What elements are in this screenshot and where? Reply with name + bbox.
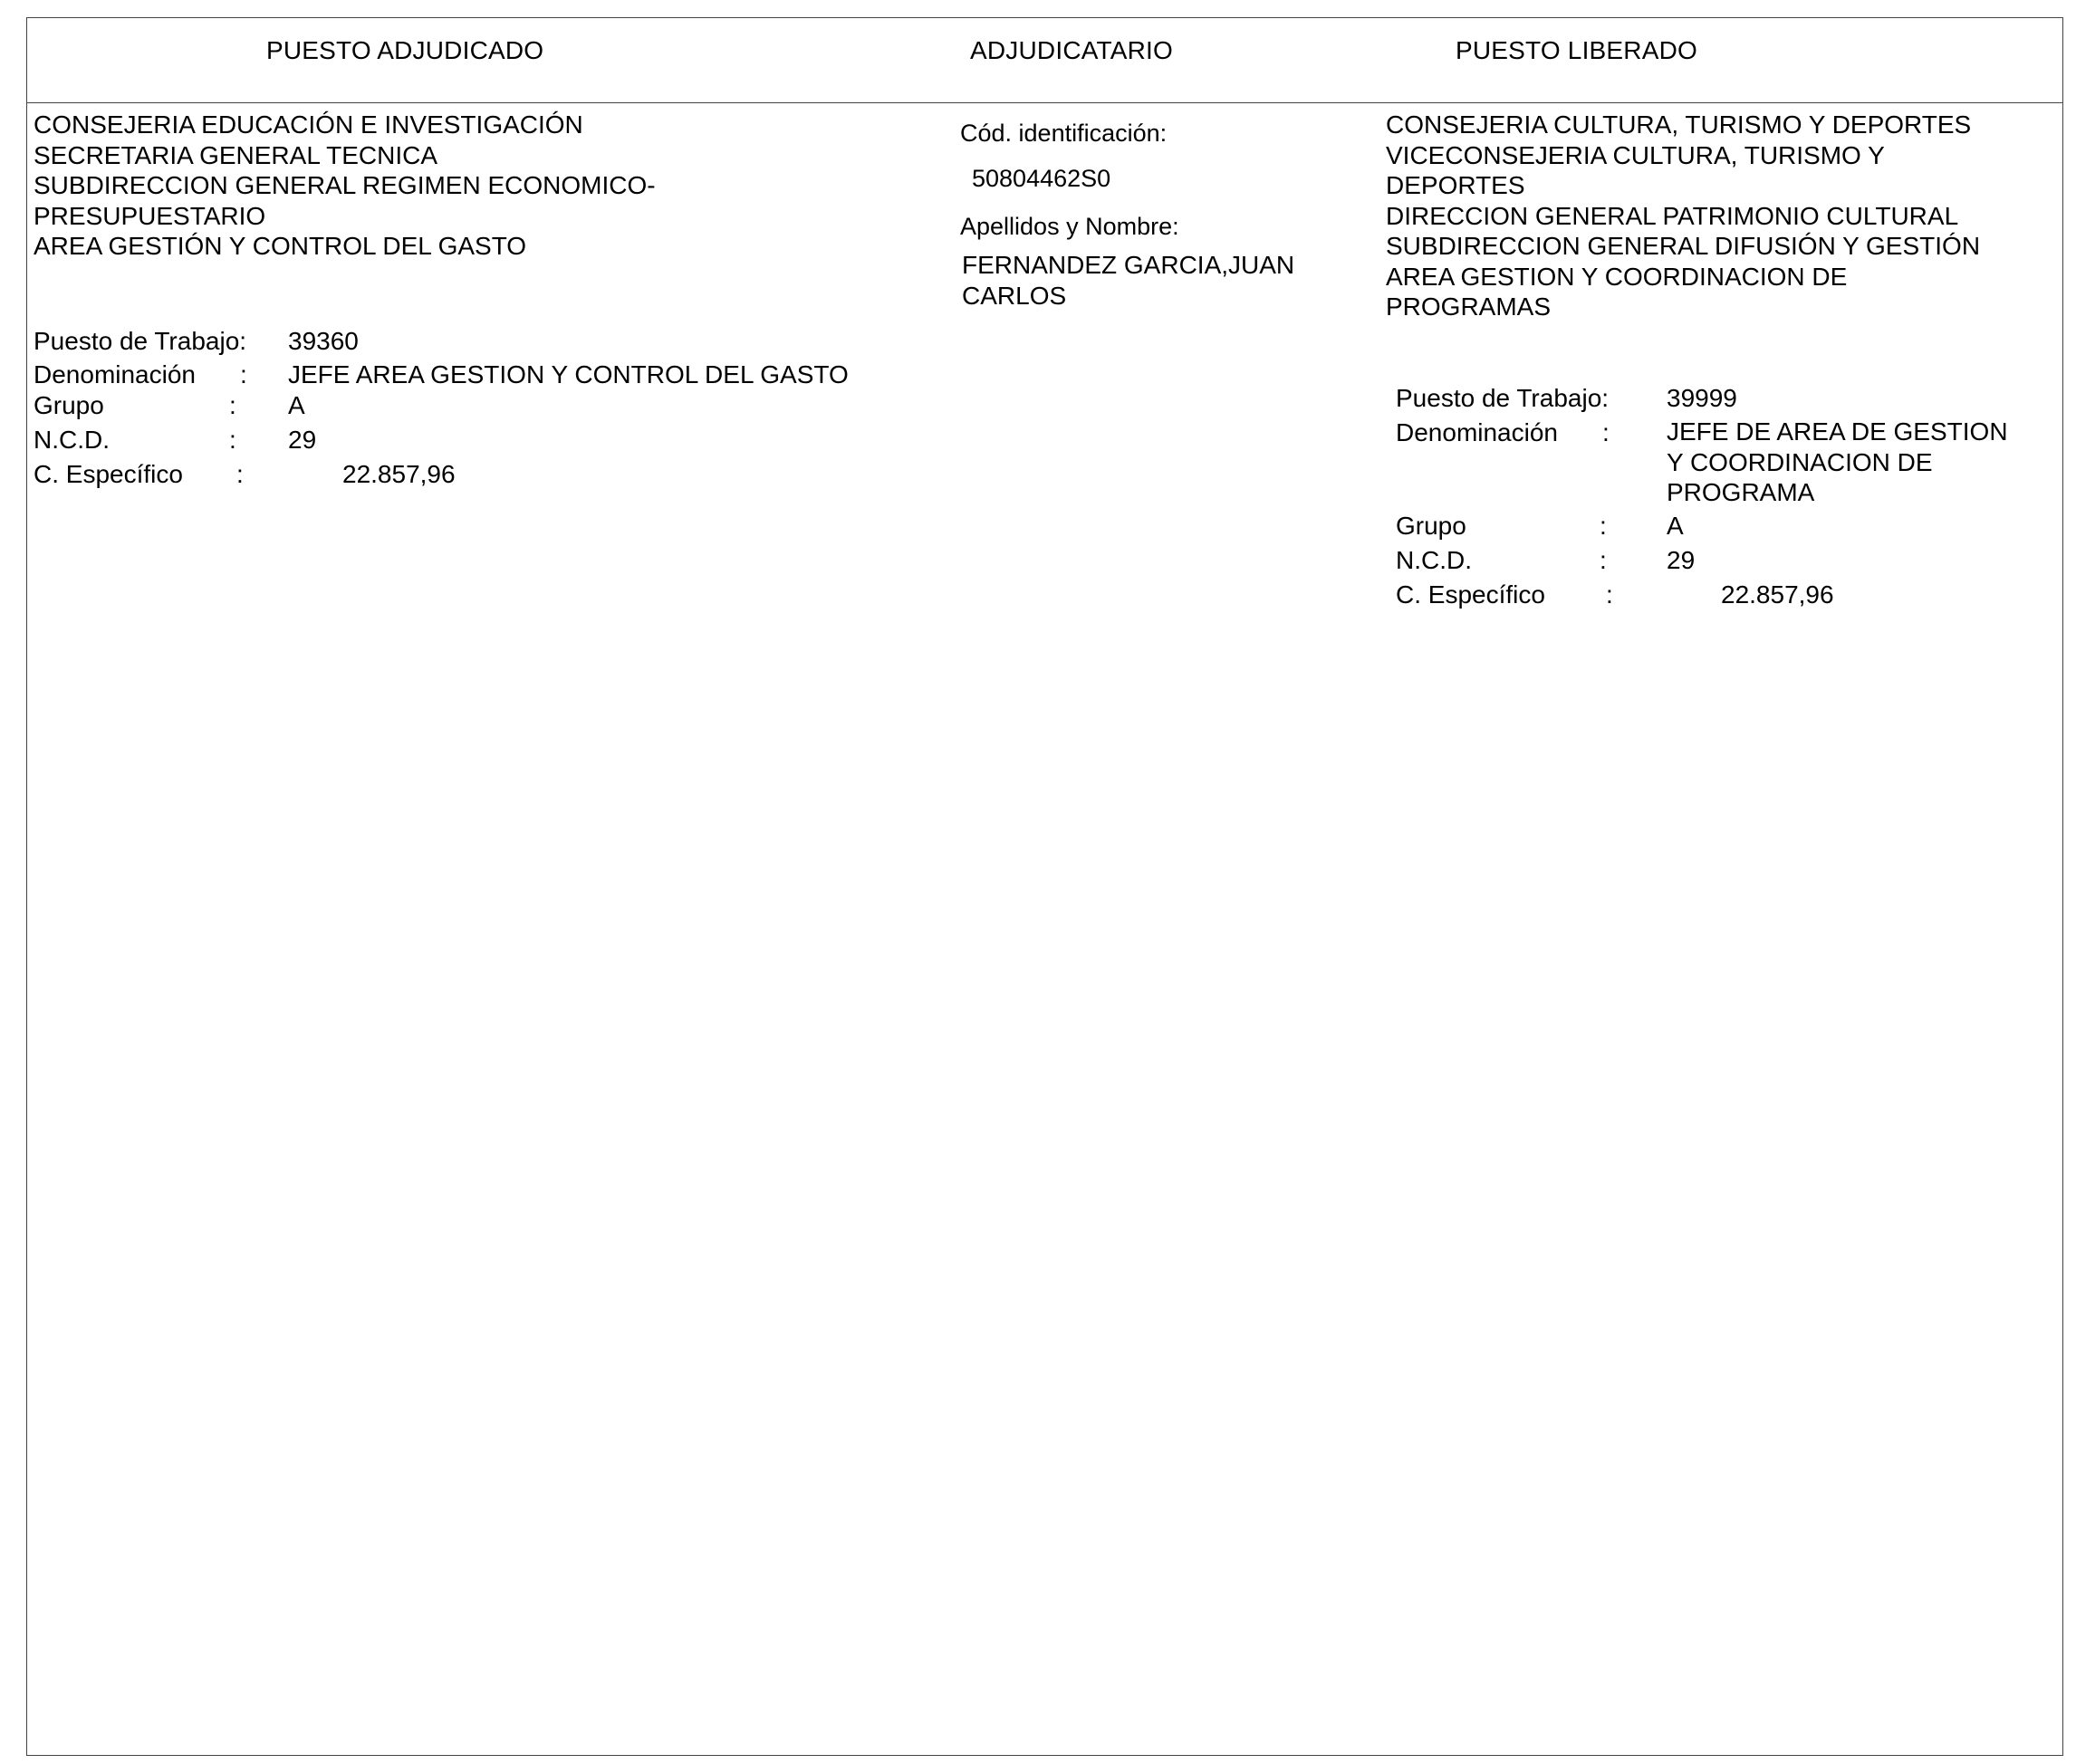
org-line: CONSEJERIA EDUCACIÓN E INVESTIGACIÓN [34,110,583,139]
org-line: SECRETARIA GENERAL TECNICA [34,140,438,169]
adjudicado-grupo-label: Grupo [34,391,104,419]
adjudicado-denominacion-value: JEFE AREA GESTION Y CONTROL DEL GASTO [288,360,849,388]
adjudicado-org-block [34,110,656,262]
liberado-especifico-value: 22.857,96 [1721,580,1834,609]
cod-identificacion-label: Cód. identificación: [960,120,1168,147]
adjudicado-denominacion-label: Denominación [34,360,196,388]
apellidos-nombre-label: Apellidos y Nombre: [960,213,1179,240]
liberado-org-block [1386,110,1980,322]
liberado-grupo-value: A [1667,512,1684,540]
header-adjudicatario: ADJUDICATARIO [970,36,1174,64]
adjudicado-denominacion-colon: : [240,360,247,388]
adjudicado-grupo-value: A [288,391,305,419]
adjudicado-grupo-colon: : [229,391,236,419]
liberado-puesto-value: 39999 [1667,384,1737,412]
org-line: PROGRAMAS [1386,292,1552,321]
org-line: DIRECCION GENERAL PATRIMONIO CULTURAL [1386,201,1959,230]
adjudicatario-nombre [962,250,1294,311]
org-line: PRESUPUESTARIO [34,201,266,230]
liberado-grupo-label: Grupo [1396,512,1466,540]
liberado-ncd-value: 29 [1667,546,1696,574]
liberado-puesto-label: Puesto de Trabajo: [1396,384,1610,412]
org-line: DEPORTES [1386,171,1525,199]
liberado-especifico-colon: : [1606,580,1613,609]
adjudicado-ncd-colon: : [229,426,236,454]
cod-identificacion-value: 50804462S0 [972,165,1111,192]
org-line: SUBDIRECCION GENERAL REGIMEN ECONOMICO- [34,171,656,199]
header-puesto-liberado: PUESTO LIBERADO [1456,36,1698,64]
liberado-denominacion-value [1667,417,2008,508]
denominacion-line: JEFE DE AREA DE GESTION [1667,417,2008,446]
denominacion-line: Y COORDINACION DE [1667,447,1933,476]
liberado-denominacion-label: Denominación [1396,418,1558,446]
org-line: CONSEJERIA CULTURA, TURISMO Y DEPORTES [1386,110,1972,139]
adjudicado-especifico-label: C. Específico [34,460,183,488]
liberado-especifico-label: C. Específico [1396,580,1545,609]
nombre-line: CARLOS [962,281,1067,310]
header-divider [27,102,2062,103]
nombre-line: FERNANDEZ GARCIA,JUAN [962,251,1295,279]
adjudicado-especifico-colon: : [236,460,244,488]
denominacion-line: PROGRAMA [1667,478,1815,506]
adjudicado-ncd-value: 29 [288,426,317,454]
adjudicado-ncd-label: N.C.D. [34,426,110,454]
adjudicado-puesto-value: 39360 [288,327,359,355]
liberado-ncd-label: N.C.D. [1396,546,1472,574]
adjudicado-puesto-label: Puesto de Trabajo: [34,327,247,355]
liberado-grupo-colon: : [1600,512,1607,540]
header-puesto-adjudicado: PUESTO ADJUDICADO [266,36,544,64]
org-line: AREA GESTIÓN Y CONTROL DEL GASTO [34,232,527,260]
adjudicado-especifico-value: 22.857,96 [342,460,456,488]
org-line: SUBDIRECCION GENERAL DIFUSIÓN Y GESTIÓN [1386,232,1981,260]
org-line: AREA GESTION Y COORDINACION DE [1386,262,1848,291]
org-line: VICECONSEJERIA CULTURA, TURISMO Y [1386,140,1885,169]
liberado-ncd-colon: : [1600,546,1607,574]
liberado-denominacion-colon: : [1602,418,1610,446]
